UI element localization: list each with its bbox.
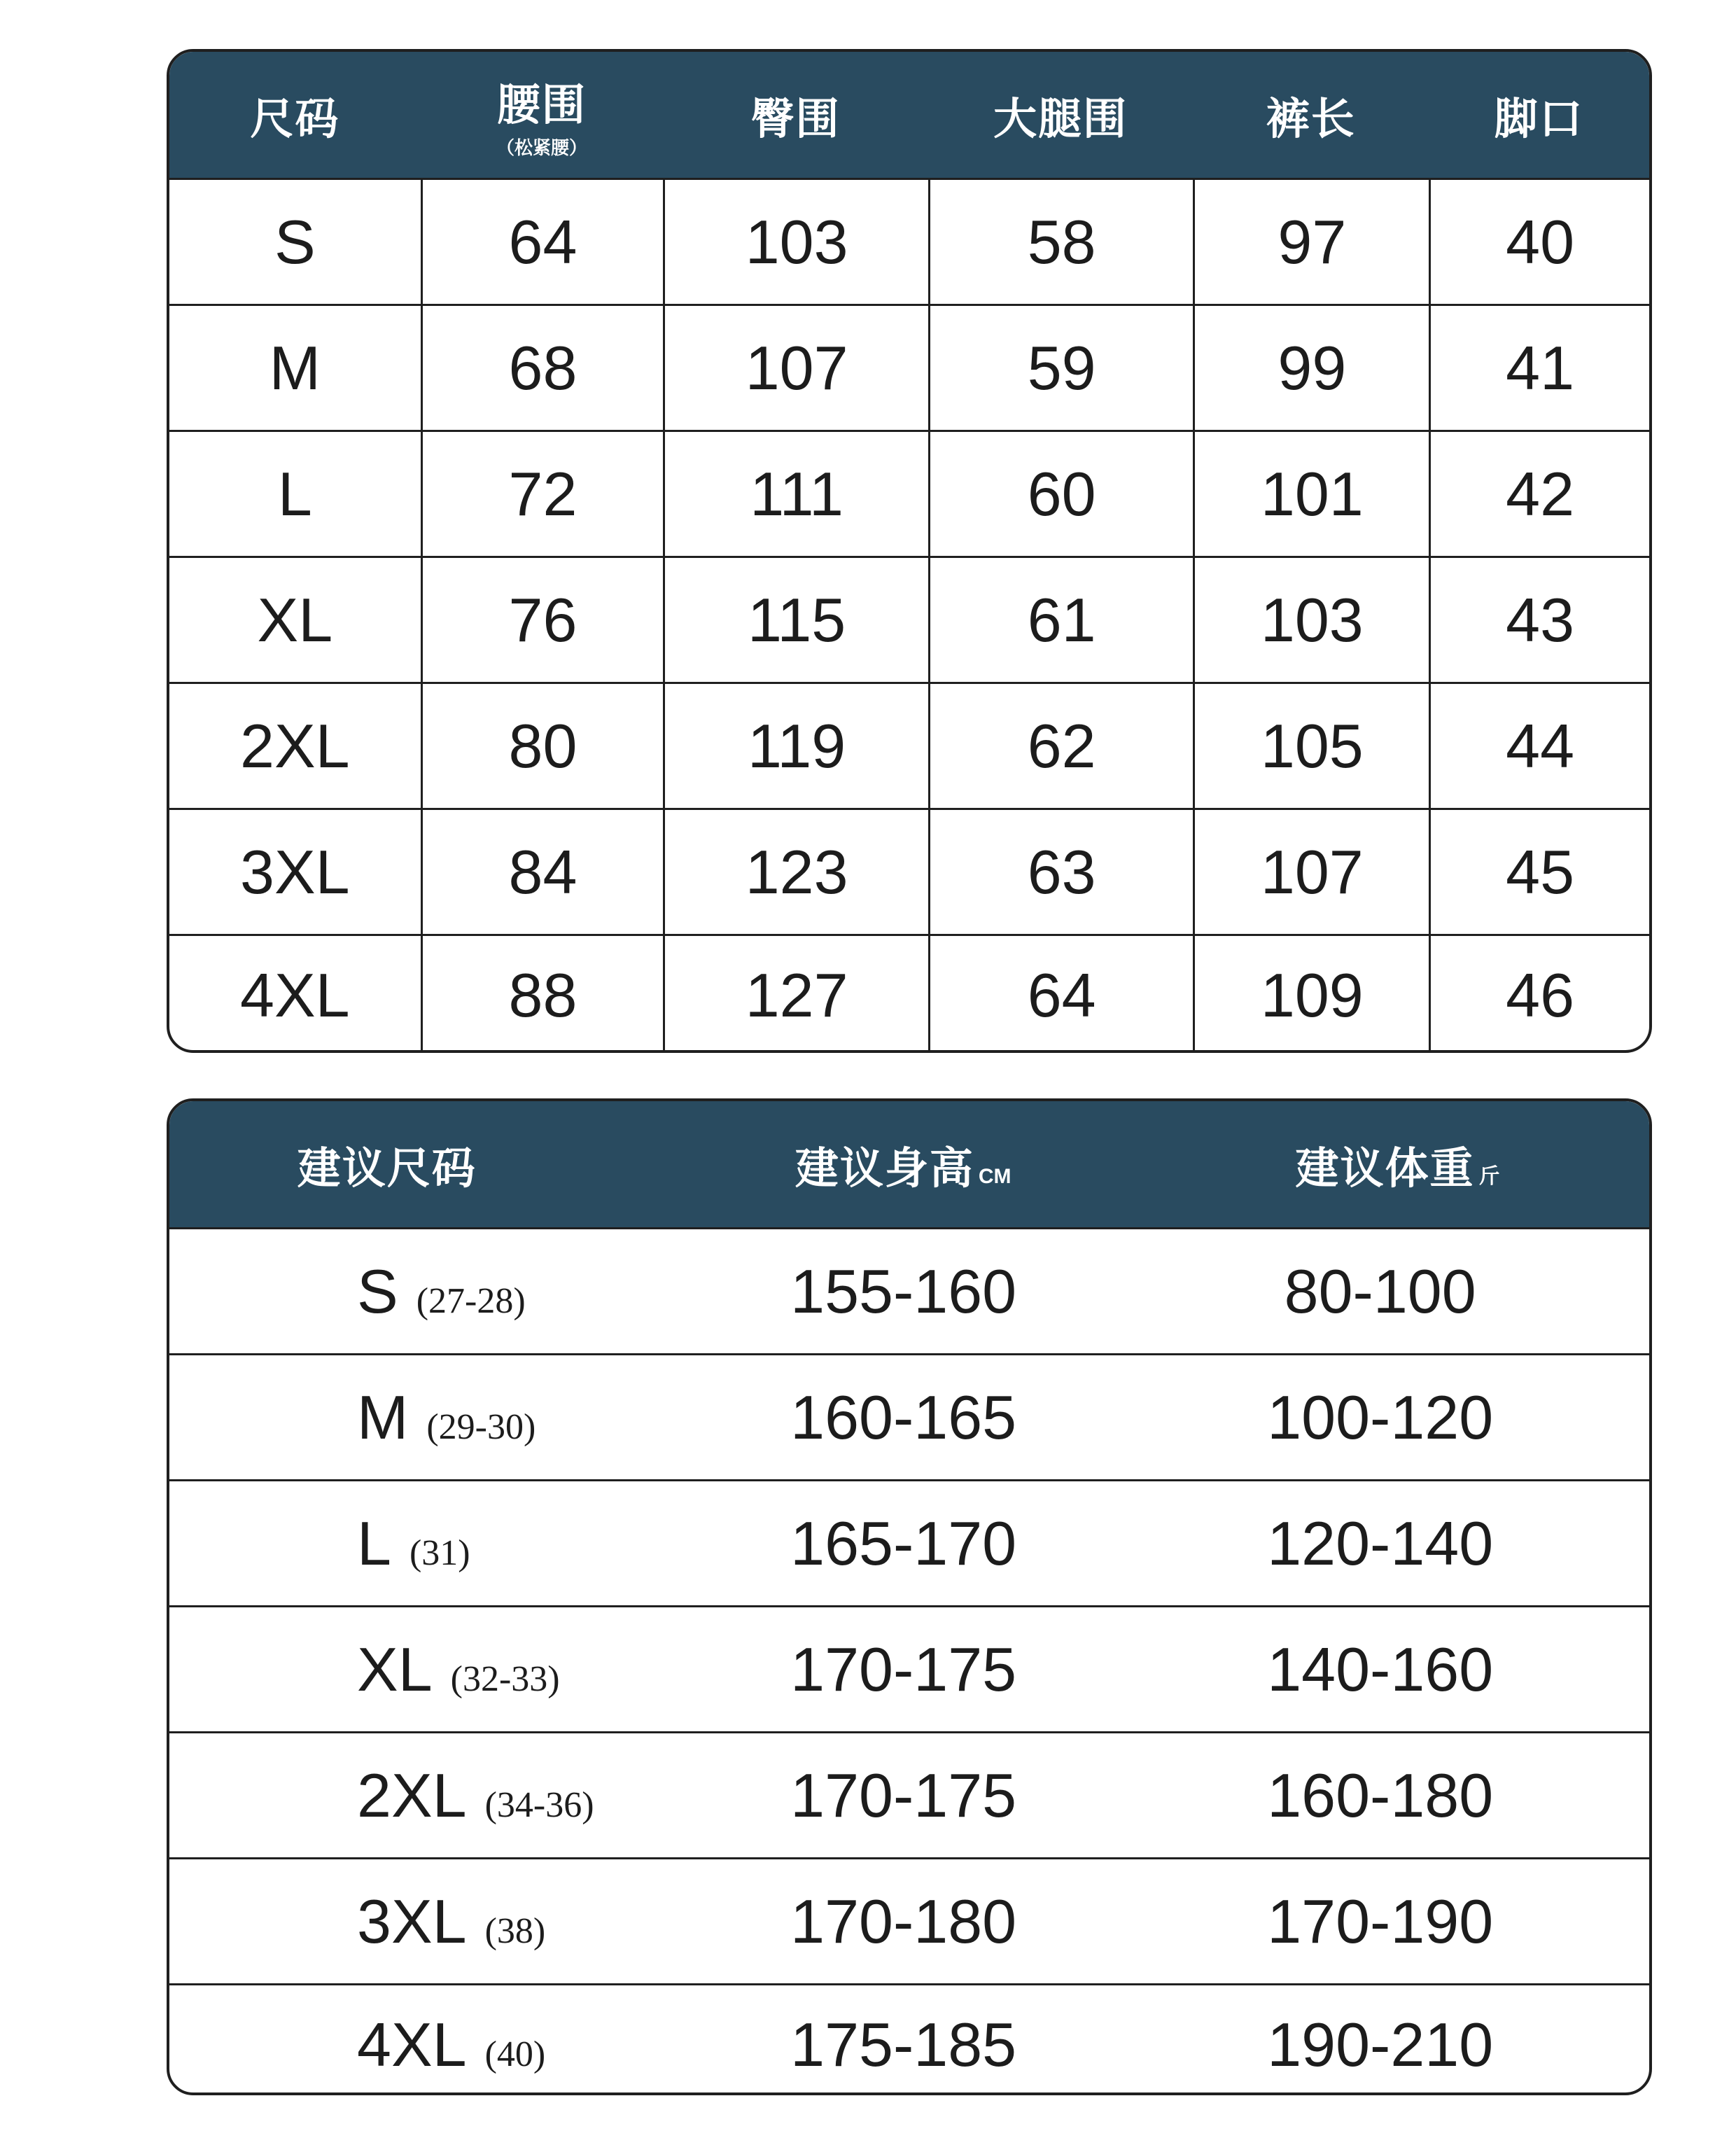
cell-value: 46 [1506, 960, 1575, 1030]
table-row [169, 178, 1649, 304]
table-cell [169, 432, 421, 556]
waist-number: (34-36) [484, 1784, 594, 1825]
table-cell [1193, 558, 1429, 682]
cell-value: 41 [1506, 333, 1575, 403]
weight-value: 190-210 [1267, 2010, 1494, 2079]
cell-value: 64 [1027, 960, 1096, 1030]
cell-value: L [277, 459, 312, 529]
table-cell [421, 810, 664, 934]
header-label: 建议体重 [1295, 1142, 1475, 1194]
cell-value: 105 [1260, 711, 1364, 781]
height-cell [696, 1733, 1111, 1857]
cell-value: XL [257, 585, 333, 655]
header-label: 尺码 [250, 92, 340, 144]
size-table-body [169, 178, 1649, 1053]
cell-value: 115 [747, 585, 846, 655]
table-cell [663, 936, 928, 1053]
cell-value: 107 [1260, 837, 1364, 907]
cell-value: 109 [1260, 960, 1364, 1030]
size-label: 3XL [357, 1886, 467, 1956]
weight-value: 160-180 [1267, 1760, 1494, 1830]
table-cell [1429, 180, 1649, 304]
table-row [169, 430, 1649, 556]
table-cell [1429, 558, 1649, 682]
size-cell [169, 1985, 696, 2095]
size-label: L [357, 1508, 391, 1578]
cell-value: 40 [1506, 207, 1575, 277]
size-with-waist [357, 2009, 545, 2081]
table-cell [1429, 810, 1649, 934]
header-unit: 斤 [1478, 1164, 1500, 1188]
table-cell [928, 432, 1194, 556]
table-cell [663, 558, 928, 682]
cell-value: 123 [745, 837, 848, 907]
header-sublabel: （松紧腰） [496, 138, 587, 159]
table-cell [663, 810, 928, 934]
size-table-header [169, 52, 1649, 178]
height-value: 155-160 [790, 1256, 1017, 1326]
size-with-waist [357, 1382, 536, 1453]
cell-value: 64 [508, 207, 578, 277]
table-cell [1429, 306, 1649, 430]
size-with-waist [357, 1256, 526, 1327]
size-with-waist [357, 1508, 470, 1579]
header-waist [421, 52, 664, 178]
header-label: 腰围 [496, 79, 587, 130]
cell-value: S [274, 207, 316, 277]
table-cell [1429, 432, 1649, 556]
header-label: 建议身高 [794, 1142, 974, 1194]
table-cell [1193, 810, 1429, 934]
height-value: 170-180 [790, 1886, 1017, 1956]
cell-value: 63 [1027, 837, 1096, 907]
header-recommended-size [169, 1101, 695, 1227]
size-cell [169, 1481, 696, 1605]
size-measurement-table [167, 49, 1652, 1053]
recommend-table-header [169, 1101, 1649, 1227]
waist-number: (31) [409, 1532, 470, 1573]
size-cell [169, 1859, 696, 1983]
cell-value: 61 [1027, 585, 1096, 655]
cell-value: 103 [745, 207, 848, 277]
table-cell [169, 810, 421, 934]
table-row [169, 1983, 1649, 2095]
size-with-waist [357, 1634, 560, 1705]
table-row [169, 556, 1649, 682]
table-row [169, 1479, 1649, 1605]
weight-cell [1111, 1733, 1649, 1857]
table-cell [169, 558, 421, 682]
header-hip [663, 52, 928, 178]
table-cell [1193, 432, 1429, 556]
header-unit: CM [978, 1164, 1011, 1188]
table-cell [1193, 936, 1429, 1053]
table-cell [663, 306, 928, 430]
size-label: M [357, 1382, 409, 1452]
table-cell [928, 180, 1194, 304]
cell-value: 88 [508, 960, 578, 1030]
waist-number: (40) [484, 2034, 546, 2074]
table-row [169, 1605, 1649, 1731]
table-row [169, 1857, 1649, 1983]
header-label: 建议尺码 [297, 1142, 477, 1194]
weight-cell [1111, 1355, 1649, 1479]
cell-value: 80 [508, 711, 578, 781]
header-length [1193, 52, 1429, 178]
weight-value: 100-120 [1267, 1382, 1494, 1452]
cell-value: 111 [750, 459, 844, 529]
size-label: 4XL [357, 2010, 467, 2079]
cell-value: 59 [1027, 333, 1096, 403]
waist-number: (38) [484, 1910, 546, 1951]
table-cell [928, 558, 1194, 682]
height-value: 160-165 [790, 1382, 1017, 1452]
height-value: 170-175 [790, 1760, 1017, 1830]
header-label: 裤长 [1266, 92, 1356, 144]
table-cell [169, 936, 421, 1053]
cell-value: 68 [508, 333, 578, 403]
weight-value: 140-160 [1267, 1634, 1494, 1704]
cell-value: 127 [745, 960, 848, 1030]
table-row [169, 682, 1649, 808]
table-cell [1193, 684, 1429, 808]
size-cell [169, 1733, 696, 1857]
table-cell [1429, 684, 1649, 808]
table-cell [663, 432, 928, 556]
table-cell [421, 432, 664, 556]
cell-value: 42 [1506, 459, 1575, 529]
table-row [169, 1227, 1649, 1353]
table-cell [928, 936, 1194, 1053]
cell-value: 60 [1027, 459, 1096, 529]
height-cell [696, 1607, 1111, 1731]
height-cell [696, 1355, 1111, 1479]
table-cell [1429, 936, 1649, 1053]
weight-value: 80-100 [1284, 1256, 1476, 1326]
height-cell [696, 1229, 1111, 1353]
cell-value: 58 [1027, 207, 1096, 277]
cell-value: 62 [1027, 711, 1096, 781]
cell-value: M [269, 333, 321, 403]
table-row [169, 934, 1649, 1053]
size-with-waist [357, 1886, 545, 1957]
table-cell [421, 180, 664, 304]
table-cell [421, 936, 664, 1053]
header-recommended-weight [1111, 1101, 1649, 1227]
weight-cell [1111, 1985, 1649, 2095]
cell-value: 84 [508, 837, 578, 907]
cell-value: 2XL [240, 711, 350, 781]
size-cell [169, 1607, 696, 1731]
size-label: XL [357, 1634, 433, 1704]
waist-number: (27-28) [416, 1280, 526, 1321]
height-cell [696, 1481, 1111, 1605]
cell-value: 103 [1260, 585, 1364, 655]
table-cell [1193, 180, 1429, 304]
size-label: S [357, 1256, 398, 1326]
header-label: 臀围 [750, 92, 841, 144]
table-row [169, 1353, 1649, 1479]
cell-value: 76 [508, 585, 578, 655]
table-row [169, 808, 1649, 934]
height-value: 165-170 [790, 1508, 1017, 1578]
weight-cell [1111, 1859, 1649, 1983]
height-cell [696, 1985, 1111, 2095]
weight-value: 170-190 [1267, 1886, 1494, 1956]
table-cell [169, 306, 421, 430]
cell-value: 97 [1278, 207, 1347, 277]
table-cell [928, 684, 1194, 808]
header-size [169, 52, 421, 178]
cell-value: 107 [745, 333, 848, 403]
cell-value: 45 [1506, 837, 1575, 907]
size-recommendation-table [167, 1098, 1652, 2095]
cell-value: 99 [1278, 333, 1347, 403]
header-label: 大腿围 [993, 92, 1128, 144]
table-row [169, 304, 1649, 430]
weight-cell [1111, 1481, 1649, 1605]
header-thigh [928, 52, 1194, 178]
height-value: 170-175 [790, 1634, 1017, 1704]
recommend-table-body [169, 1227, 1649, 2095]
table-cell [663, 180, 928, 304]
table-cell [421, 558, 664, 682]
table-cell [663, 684, 928, 808]
header-recommended-height [695, 1101, 1111, 1227]
cell-value: 72 [508, 459, 578, 529]
table-cell [421, 306, 664, 430]
header-leg-opening [1429, 52, 1649, 178]
cell-value: 44 [1506, 711, 1575, 781]
table-cell [928, 306, 1194, 430]
size-cell [169, 1229, 696, 1353]
size-cell [169, 1355, 696, 1479]
size-label: 2XL [357, 1760, 467, 1830]
weight-cell [1111, 1607, 1649, 1731]
table-row [169, 1731, 1649, 1857]
table-cell [1193, 306, 1429, 430]
weight-cell [1111, 1229, 1649, 1353]
cell-value: 3XL [240, 837, 350, 907]
size-with-waist [357, 1760, 594, 1831]
cell-value: 119 [747, 711, 846, 781]
cell-value: 101 [1260, 459, 1364, 529]
weight-value: 120-140 [1267, 1508, 1494, 1578]
cell-value: 4XL [240, 960, 350, 1030]
height-value: 175-185 [790, 2010, 1017, 2079]
waist-number: (29-30) [426, 1406, 536, 1447]
height-cell [696, 1859, 1111, 1983]
header-label: 脚口 [1494, 92, 1584, 144]
table-cell [421, 684, 664, 808]
table-cell [169, 180, 421, 304]
cell-value: 43 [1506, 585, 1575, 655]
table-cell [169, 684, 421, 808]
waist-number: (32-33) [450, 1658, 560, 1699]
table-cell [928, 810, 1194, 934]
